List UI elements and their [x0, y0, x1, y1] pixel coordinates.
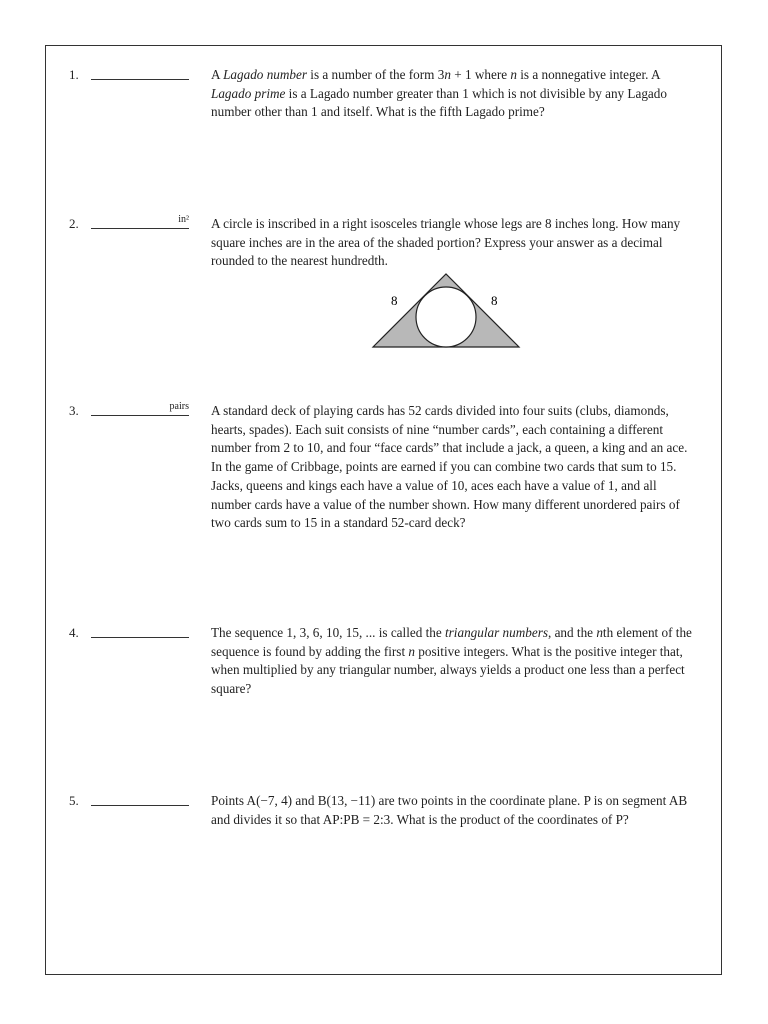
italic-term: n [444, 67, 451, 82]
left-leg-label: 8 [391, 293, 398, 308]
italic-term: n [408, 643, 415, 659]
problem-text [211, 792, 693, 829]
answer-blank[interactable] [91, 637, 189, 638]
text-run: A standard deck of playing cards has 52 cards divided into four suits (clubs, diamonds, hearts, spades). Each suit consists of nine “number cards”, each containing a different number from 2 to 10, and four “face cards” that include a jack, a queen, a king and an ace. In the game of Cribbage, points are earned if you can combine two cards that sum to 15. Jacks, queens and kings each have a value of 10, aces each have a value of 1, and all number cards have a value of the number shown. How many different unordered pairs of two cards sum to 15 in a standard 52-card deck? [211, 403, 688, 531]
triangle-circle-diagram [361, 270, 531, 355]
problem-text [211, 624, 693, 699]
problem-number: 1. [69, 67, 79, 82]
text-run: The sequence 1, 3, 6, 10, 15, ... is called the [211, 625, 446, 640]
italic-term: n [596, 625, 603, 640]
problem-paragraph [211, 66, 693, 122]
answer-blank[interactable] [91, 79, 189, 80]
problem-paragraph [211, 624, 693, 699]
text-run: , and the [547, 625, 597, 640]
problem-number: 2. [69, 216, 79, 231]
problem-paragraph [211, 792, 693, 829]
problem-paragraph [211, 402, 693, 533]
italic-term: Lagado prime [211, 85, 286, 101]
text-run: positive integers. What is the positive integer that, when multiplied by any triangular number, always yields a product one less than a perfect square? [211, 643, 685, 697]
problem-text [211, 215, 693, 271]
worksheet-frame [45, 45, 722, 975]
text-run: is a number of the form 3 [306, 67, 445, 82]
answer-unit: in² [178, 214, 189, 225]
text-run: Points A(−7, 4) and B(13, −11) are two points in the coordinate plane. P is on segment AB and divides it so that AP:PB = 2:3. What is the product of the coordinates of P? [211, 793, 688, 827]
problem-number: 4. [69, 625, 79, 640]
italic-term: Lagado number [223, 67, 307, 82]
text-run: th element of the sequence is found by adding the first [211, 625, 692, 659]
answer-unit: pairs [169, 401, 189, 412]
italic-term: n [510, 67, 517, 82]
text-run: + 1 where [450, 67, 511, 82]
problem-text [211, 66, 693, 122]
answer-blank[interactable] [91, 214, 189, 229]
problem-number: 5. [69, 793, 79, 808]
problem-text [211, 402, 693, 533]
italic-term: triangular numbers [445, 625, 548, 640]
answer-blank[interactable] [91, 805, 189, 806]
inscribed-circle-figure [361, 270, 531, 355]
text-run: is a nonnegative integer. A [516, 67, 660, 82]
text-run: A circle is inscribed in a right isosceles triangle whose legs are 8 inches long. How many square inches are in the area of the shaded portion? Express your answer as a decimal rounded to the nearest hundredth. [211, 216, 681, 269]
problem-number: 3. [69, 403, 79, 418]
inscribed-circle [416, 287, 476, 347]
text-run: is a Lagado number greater than 1 which is not divisible by any Lagado number other than 1 and itself. What is the fifth Lagado prime? [211, 85, 667, 120]
right-leg-label: 8 [491, 293, 498, 308]
text-run: A [211, 67, 224, 82]
problem-paragraph [211, 215, 693, 271]
answer-blank[interactable] [91, 401, 189, 416]
